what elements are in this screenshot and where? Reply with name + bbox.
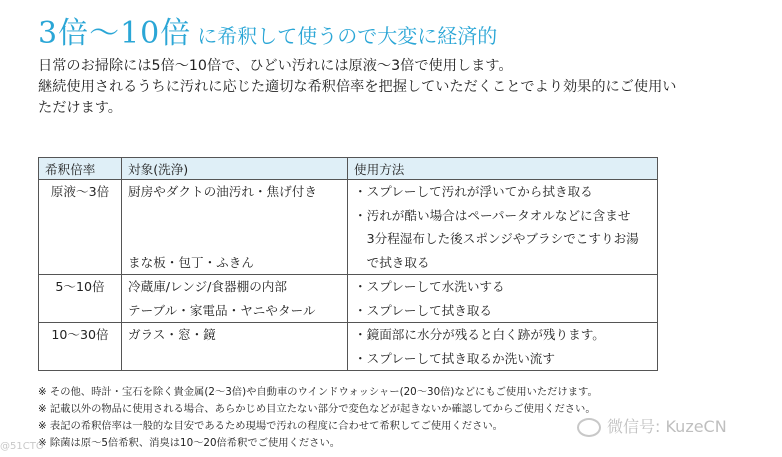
target-cell	[122, 180, 348, 275]
intro-line: 日常のお掃除には5倍～10倍で、ひどい汚れには原液～3倍で使用します。	[38, 58, 513, 74]
intro-line: 継続使用されるうちに汚れに応じた適切な希釈倍率を把握していただくことでより効果的にご使用い	[38, 79, 677, 95]
header-ratio: 希釈倍率	[39, 158, 122, 180]
site-watermark: @51CTO	[0, 441, 44, 452]
target-line	[128, 227, 341, 251]
target-line: まな板・包丁・ふきん	[128, 254, 254, 270]
method-cell	[348, 323, 658, 371]
method-cell	[348, 275, 658, 323]
method-line: ・スプレーして汚れが浮いてから拭き取る	[354, 184, 593, 199]
dilution-table	[38, 157, 658, 371]
table-row	[39, 275, 658, 323]
footnote: ※ 表記の希釈倍率は一般的な目安であるため現場で汚れの程度に合わせて希釈してご使用ください。	[38, 420, 503, 432]
target-line	[128, 204, 341, 228]
method-line: ・汚れが酷い場合はペーパータオルなどに含ませ	[354, 207, 631, 223]
target-line: ガラス・窓・鏡	[128, 327, 216, 342]
ratio-value: 5～10倍	[55, 279, 105, 294]
ratio-value: 原液～3倍	[50, 184, 110, 199]
header-target: 対象(洗浄)	[122, 158, 348, 180]
ratio-cell	[39, 275, 122, 323]
title-rest: に希釈して使うので大変に経済的	[197, 24, 498, 48]
target-line: 冷蔵庫/レンジ/食器棚の内部	[128, 279, 287, 294]
target-line: テーブル・家電品・ヤニやタール	[128, 302, 316, 318]
table-row	[39, 323, 658, 371]
method-line: ・スプレーして拭き取るか洗い流す	[354, 350, 555, 366]
method-line: ・スプレーして拭き取る	[354, 302, 493, 318]
footnote: ※ 除菌は原～5倍希釈、消臭は10～20倍希釈でご使用ください。	[38, 437, 341, 449]
target-line: 厨房やダクトの油汚れ・焦げ付き	[128, 184, 317, 199]
title-highlight: 3倍～10倍	[38, 16, 192, 51]
table-row	[39, 180, 658, 275]
table-header-row	[39, 158, 658, 180]
target-cell	[122, 323, 348, 371]
intro-line: ただけます。	[38, 100, 122, 116]
wechat-watermark	[577, 414, 727, 437]
method-line: ・鏡面部に水分が残ると白く跡が残ります。	[354, 327, 605, 342]
ratio-value: 10～30倍	[51, 327, 109, 342]
method-cell	[348, 180, 658, 275]
footnote: ※ その他、時計・宝石を除く貴金属(2～3倍)や自動車のウインドウォッシャー(20～30倍)などにもご使用いただけます。	[38, 386, 598, 398]
target-cell	[122, 275, 348, 323]
footnote: ※ 記載以外の物品に使用される場合、あらかじめ目立たない部分で変色などが起きないか確認してからご使用ください。	[38, 403, 596, 415]
method-line: 3分程湿布した後スポンジやブラシでこすりお湯	[354, 231, 639, 246]
method-line: ・スプレーして水洗いする	[354, 279, 505, 294]
watermark-text: 微信号: KuzeCN	[607, 417, 727, 436]
target-line	[128, 347, 341, 371]
ratio-cell	[39, 180, 122, 275]
ratio-cell	[39, 323, 122, 371]
intro-text	[38, 56, 778, 119]
page-title	[38, 8, 497, 52]
header-method: 使用方法	[348, 158, 658, 180]
method-line: で拭き取る	[354, 254, 430, 270]
wechat-icon	[577, 418, 601, 437]
